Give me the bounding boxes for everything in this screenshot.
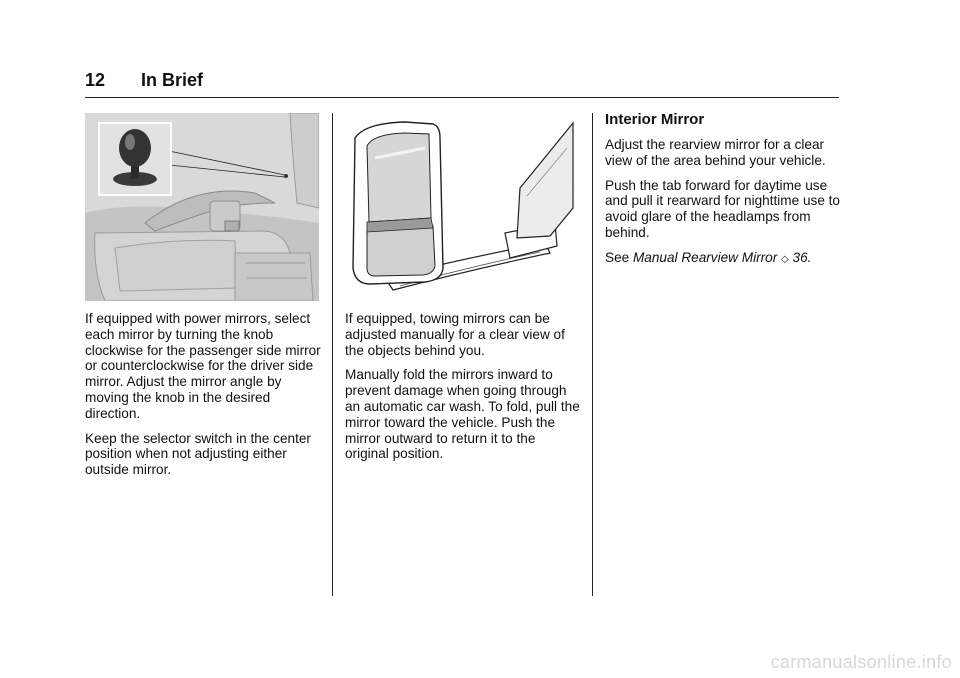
column-2-text	[345, 311, 580, 471]
page-header	[85, 70, 203, 91]
cross-reference	[605, 250, 845, 268]
power-mirror-knob-illustration	[85, 113, 319, 306]
paragraph: If equipped with power mirrors, select each mirror by turning the knob clockwise for the passenger side mirror or counterclockwise for the driver side mirror. Adjust the mirror angle by moving the knob in the desired direction.	[85, 311, 321, 421]
diamond-icon: ◇	[781, 253, 789, 265]
see-suffix: .	[807, 249, 812, 265]
see-prefix: See	[605, 249, 633, 265]
cross-reference-page[interactable]: 36	[788, 249, 808, 265]
page-number: 12	[85, 70, 106, 90]
paragraph: Manually fold the mirrors inward to prevent damage when going through an automatic car wash. To fold, pull the mirror toward the vehicle. Push the mirror outward to return it to the original position.	[345, 367, 580, 462]
section-title: In Brief	[141, 70, 204, 90]
watermark: carmanualsonline.info	[770, 652, 952, 672]
column-3-text	[605, 111, 845, 277]
column-divider-2	[592, 113, 593, 596]
header-rule	[85, 97, 839, 98]
section-heading: Interior Mirror	[605, 111, 705, 128]
column-1-text	[85, 311, 321, 487]
column-divider-1	[332, 113, 333, 596]
paragraph: If equipped, towing mirrors can be adjusted manually for a clear view of the objects behind you.	[345, 311, 565, 358]
towing-mirror-illustration	[345, 118, 577, 301]
paragraph: Push the tab forward for daytime use and pull it rearward for nighttime use to avoid glare of the headlamps from behind.	[605, 177, 840, 240]
paragraph: Keep the selector switch in the center position when not adjusting either outside mirror.	[85, 430, 311, 478]
paragraph: Adjust the rearview mirror for a clear view of the area behind your vehicle.	[605, 137, 826, 168]
cross-reference-link[interactable]: Manual Rearview Mirror	[632, 249, 778, 265]
